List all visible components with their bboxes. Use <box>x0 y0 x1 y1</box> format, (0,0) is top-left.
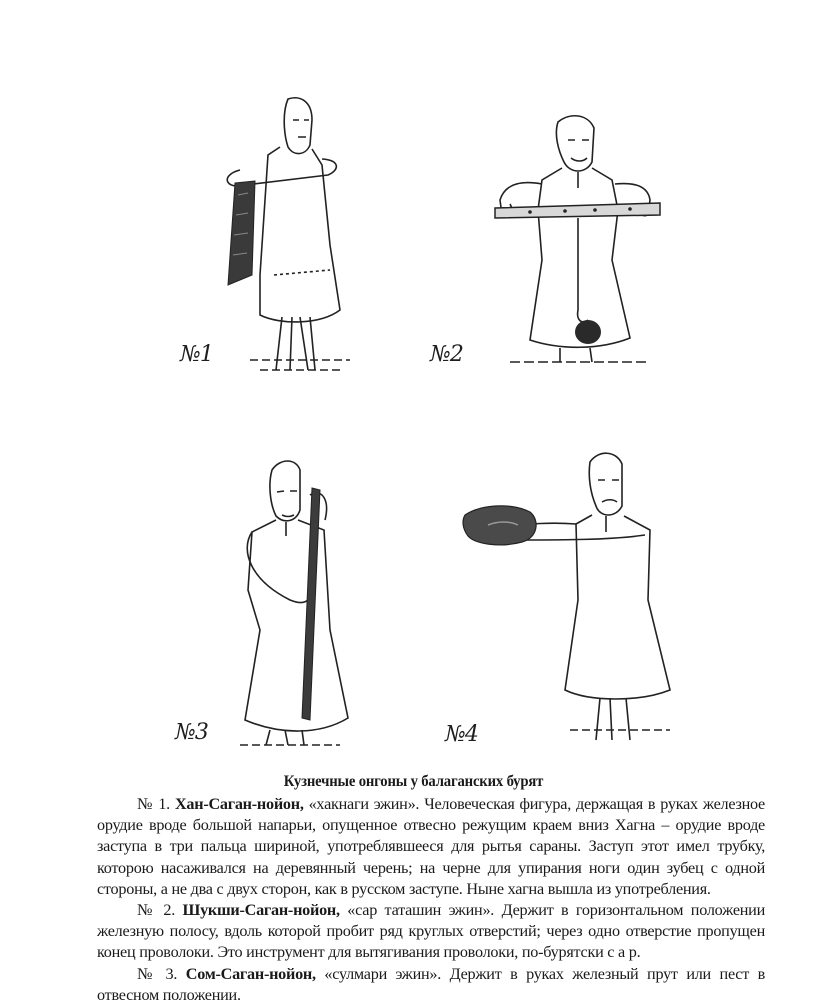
figure-1 <box>200 85 380 385</box>
figure-2-label: №2 <box>430 342 463 367</box>
figure-4 <box>460 440 680 760</box>
figure-4-drawing <box>460 440 680 760</box>
paragraph-3-number: № 3. <box>137 964 178 983</box>
figure-1-drawing <box>200 85 380 385</box>
paragraph-2-text: «сар таташин эжин». Держит в горизонтальном положении железную полосу, вдоль которой пробит ряд круглых отверстий; через одно отверстие пропущен конец проволоки. Это инструмент для вытягивания проволоки, по-бурятски с а р. <box>97 901 766 962</box>
paragraph-1-text: «хакнаги эжин». Человеческая фигура, держащая в руках железное орудие вроде большой напарьи, опущенное отвесно режущим краем вниз Хагна – орудие вроде заступа в три пальца шириной, употреблявшееся для рытья сараны. Заступ этот имел трубку, которою насаживался на деревянный черень; на черне для упирания ноги один зубец с одной стороны, а не два с двух сторон, как в русском заступе. Ныне хагна вышла из употребления. <box>97 795 765 898</box>
figure-3 <box>230 450 380 760</box>
figure-caption: Кузнечные онгоны у балаганских бурят <box>283 773 544 790</box>
paragraph-2-name: Шукши-Саган-нойон, <box>182 901 340 920</box>
paragraph-2-number: № 2. <box>137 901 176 920</box>
figure-2 <box>470 100 680 380</box>
paragraph-1-name: Хан-Саган-нойон, <box>174 795 304 813</box>
paragraph-2 <box>97 900 765 964</box>
figure-2-drawing <box>470 100 680 380</box>
body-text <box>97 794 765 1006</box>
figure-3-label: №3 <box>175 720 208 745</box>
figure-1-label: №1 <box>180 342 213 367</box>
paragraph-3 <box>97 964 765 1006</box>
paragraph-1-number: № 1. <box>137 795 170 813</box>
figure-3-drawing <box>230 450 380 760</box>
paragraph-1 <box>97 794 765 900</box>
paragraph-3-name: Сом-Саган-нойон, <box>185 964 316 983</box>
paragraph-3-text: «сулмари эжин». Держит в руках железный прут или пест в отвесном положении. <box>97 964 766 1004</box>
figure-4-label: №4 <box>445 722 478 747</box>
